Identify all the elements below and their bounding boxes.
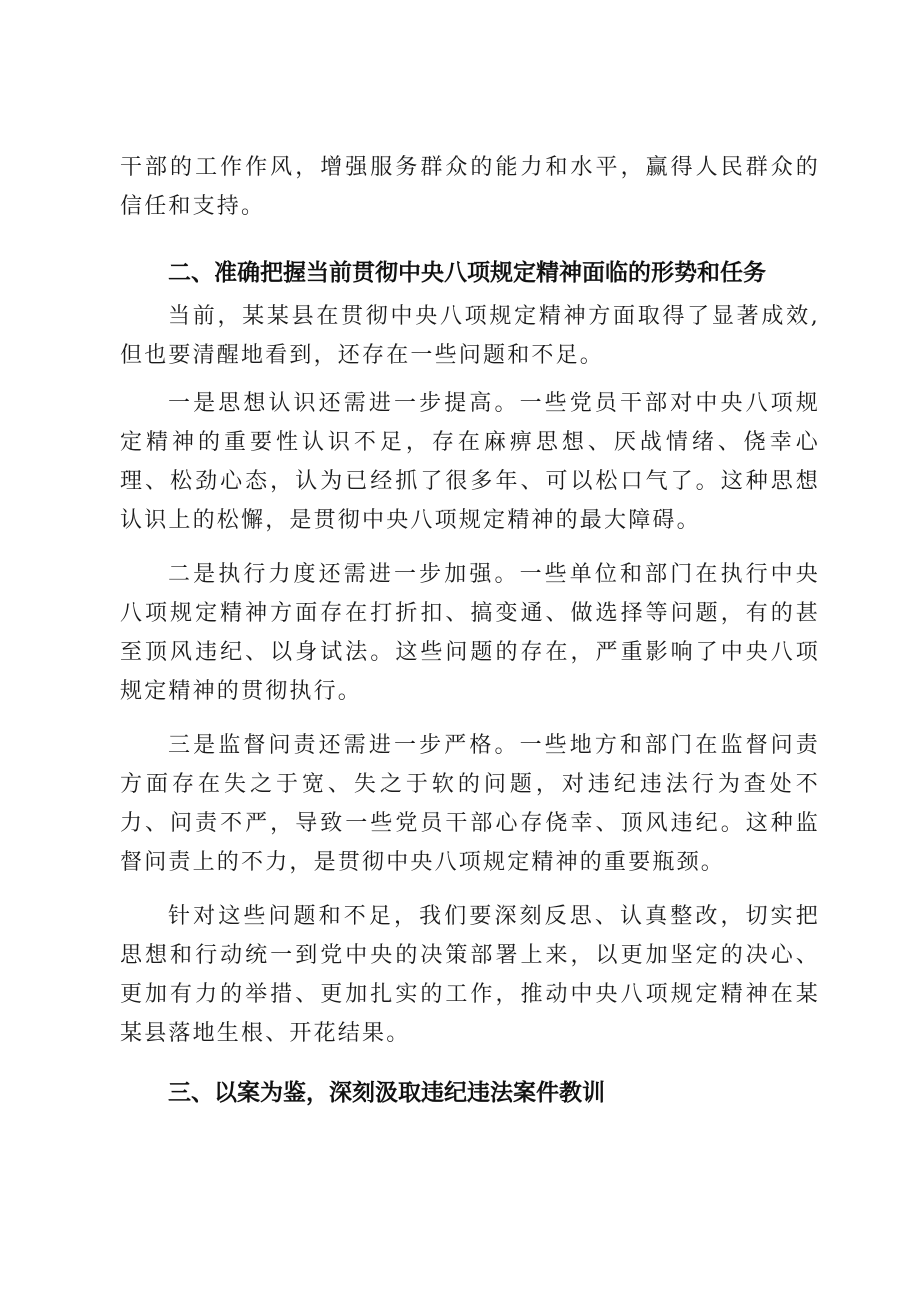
point-3-paragraph: 三是监督问责还需进一步严格。一些地方和部门在监督问责方面存在失之于宽、失之于软的问题，对违纪违法行为查处不力、问责不严，导致一些党员干部心存侥幸、顶风违纪。这种监督问责上的不力，是贯彻中央八项规定精神的重要瓶颈。 <box>120 733 820 875</box>
section-2-intro-paragraph: 当前，某某县在贯彻中央八项规定精神方面取得了显著成效,但也要清醒地看到，还存在一些问题和不足。 <box>120 304 820 368</box>
section-3-heading: 三、以案为鉴，深刻汲取违纪违法案件教训 <box>168 1080 605 1106</box>
conclusion-paragraph: 针对这些问题和不足，我们要深刻反思、认真整改，切实把思想和行动统一到党中央的决策部署上来，以更加坚定的决心、更加有力的举措、更加扎实的工作，推动中央八项规定精神在某某县落地生根、开花结果。 <box>120 904 820 1046</box>
intro-continuation-paragraph: 干部的工作作风，增强服务群众的能力和水平，赢得人民群众的信任和支持。 <box>120 155 820 219</box>
point-1-paragraph: 一是思想认识还需进一步提高。一些党员干部对中央八项规定精神的重要性认识不足，存在麻痹思想、厌战情绪、侥幸心理、松劲心态，认为已经抓了很多年、可以松口气了。这种思想认识上的松懈，是贯彻中央八项规定精神的最大障碍。 <box>120 391 820 533</box>
point-2-paragraph: 二是执行力度还需进一步加强。一些单位和部门在执行中央八项规定精神方面存在打折扣、搞变通、做选择等问题，有的甚至顶风违纪、以身试法。这些问题的存在，严重影响了中央八项规定精神的贯彻执行。 <box>120 562 820 704</box>
section-2-heading: 二、准确把握当前贯彻中央八项规定精神面临的形势和任务 <box>168 260 766 286</box>
